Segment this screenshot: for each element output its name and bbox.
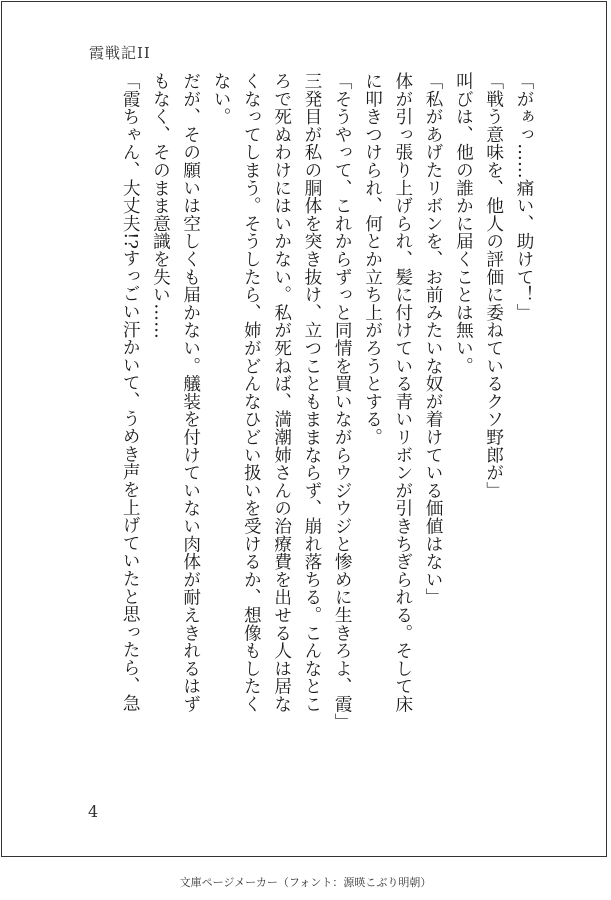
footer-caption: 文庫ページメーカー（フォント：源暎こぶり明朝） bbox=[179, 876, 432, 889]
text-line: ろで死ぬわけにはいかない。私が死ねば、満潮姉さんの治療費を出せる人は居な bbox=[271, 72, 292, 713]
text-line: 「戦う意味を、他人の評価に委ねているクソ野郎が」 bbox=[483, 72, 504, 500]
text-line: くなってしまう。そうしたら、姉がどんなひどい扱いを受けるか、想像もしたく bbox=[241, 72, 262, 713]
text-line: 「私があげたリボンを、お前みたいな奴が着けている価値はない」 bbox=[423, 72, 444, 606]
text-line: 「霞ちゃん、大丈夫!?すっごい汗かいて、うめき声を上げていたと思ったら、急 bbox=[120, 72, 141, 712]
text-line: 三発目が私の胴体を突き抜け、立つこともままならず、崩れ落ちる。こんなとこ bbox=[301, 72, 322, 713]
text-line: ない。 bbox=[211, 72, 232, 126]
text-line: 「そうやって、これからずっと同情を買いながらウジウジと惨めに生きろよ、霞」 bbox=[332, 72, 353, 731]
text-line: 「がぁっ……痛い、助けて！」 bbox=[514, 72, 534, 322]
page-frame bbox=[1, 1, 607, 857]
text-line: 叫びは、他の誰かに届くことは無い。 bbox=[453, 72, 474, 375]
page-number: 4 bbox=[88, 802, 99, 821]
running-header: 霞戦記II bbox=[89, 44, 151, 62]
body-text bbox=[115, 72, 539, 792]
text-line: もなく、そのまま意識を失い…… bbox=[150, 72, 171, 339]
text-line: 体が引っ張り上げられ、髪に付けている青いリボンが引きちぎられる。そして床 bbox=[392, 72, 413, 713]
text-line: だが、その願いは空しくも届かない。艤装を付けていない肉体が耐えきれるはず bbox=[180, 72, 201, 713]
text-line: に叩きつけられ、何とか立ち上がろうとする。 bbox=[362, 72, 383, 446]
